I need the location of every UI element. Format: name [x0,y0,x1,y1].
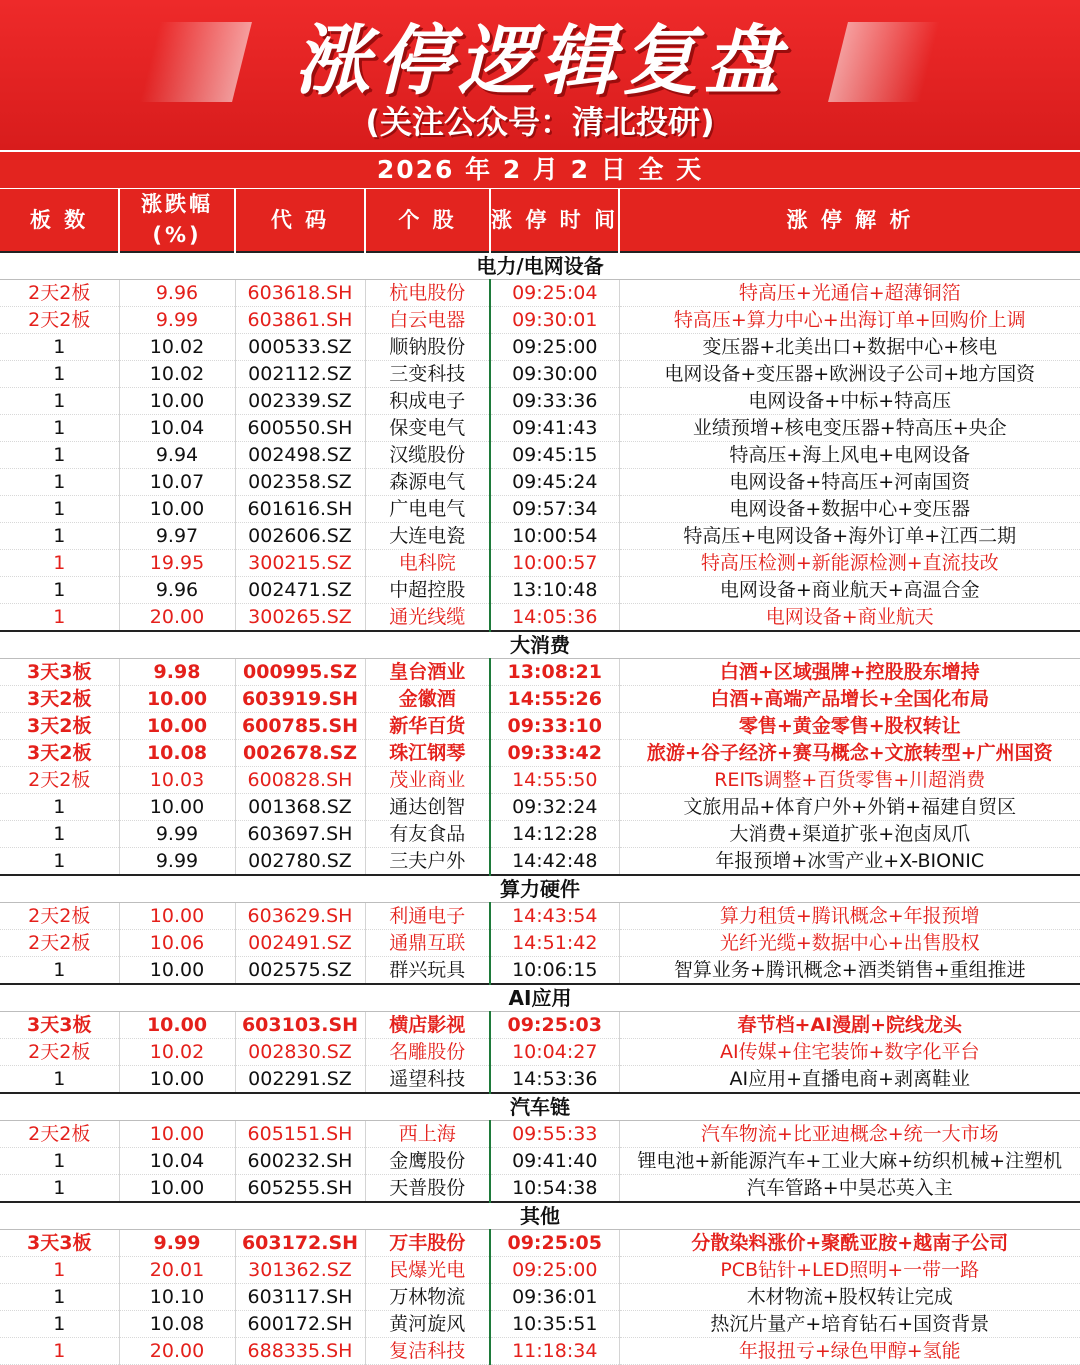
stock-name-cell: 西上海 [365,1121,490,1148]
stock-code-cell: 603629.SH [235,903,365,930]
limit-up-time-cell: 10:04:27 [490,1039,619,1066]
stock-code-cell: 301362.SZ [235,1257,365,1284]
analysis-cell: 电网设备+商业航天 [619,604,1080,632]
stock-name-cell: 新华百货 [365,713,490,740]
change-pct-cell: 10.07 [119,469,235,496]
limit-up-time-cell: 14:55:26 [490,686,619,713]
board-count-cell: 1 [0,1148,119,1175]
board-count-cell: 1 [0,604,119,632]
board-count-cell: 1 [0,821,119,848]
analysis-cell: 木材物流+股权转让完成 [619,1284,1080,1311]
analysis-cell: 白酒+区域强牌+控股股东增持 [619,659,1080,686]
table-row [0,821,1080,848]
board-count-cell: 1 [0,442,119,469]
stock-code-cell: 001368.SZ [235,794,365,821]
sector-title: AI应用 [0,984,1080,1012]
stock-name-cell: 万丰股份 [365,1230,490,1257]
board-count-cell: 1 [0,1311,119,1338]
board-count-cell: 1 [0,957,119,985]
table-row [0,848,1080,876]
limit-up-time-cell: 09:25:03 [490,1012,619,1039]
stock-code-cell: 603172.SH [235,1230,365,1257]
board-count-cell: 1 [0,469,119,496]
change-pct-cell: 10.00 [119,713,235,740]
board-count-cell: 3天3板 [0,1230,119,1257]
analysis-cell: AI传媒+住宅装饰+数字化平台 [619,1039,1080,1066]
analysis-cell: 电网设备+变压器+欧洲设子公司+地方国资 [619,361,1080,388]
table-row [0,388,1080,415]
stock-name-cell: 利通电子 [365,903,490,930]
sector-row [0,1202,1080,1230]
change-pct-cell: 10.00 [119,1121,235,1148]
analysis-cell: 光纤光缆+数据中心+出售股权 [619,930,1080,957]
limit-up-time-cell: 09:33:36 [490,388,619,415]
limit-up-time-cell: 10:35:51 [490,1311,619,1338]
table-row [0,1148,1080,1175]
limit-up-time-cell: 10:06:15 [490,957,619,985]
stock-code-cell: 603618.SH [235,280,365,307]
table-row [0,903,1080,930]
table-row [0,577,1080,604]
stock-code-cell: 605255.SH [235,1175,365,1203]
page-title: 涨停逻辑复盘 [294,16,786,105]
stock-name-cell: 森源电气 [365,469,490,496]
stock-code-cell: 002780.SZ [235,848,365,876]
stock-code-cell: 603117.SH [235,1284,365,1311]
limit-up-time-cell: 14:42:48 [490,848,619,876]
board-count-cell: 1 [0,496,119,523]
board-count-cell: 1 [0,794,119,821]
board-count-cell: 1 [0,577,119,604]
change-pct-cell: 10.02 [119,334,235,361]
change-pct-cell: 9.99 [119,821,235,848]
analysis-cell: 特高压检测+新能源检测+直流技改 [619,550,1080,577]
board-count-cell: 1 [0,334,119,361]
limit-up-table [0,189,1080,1365]
stock-code-cell: 002830.SZ [235,1039,365,1066]
board-count-cell: 2天2板 [0,280,119,307]
change-pct-cell: 9.96 [119,577,235,604]
limit-up-time-cell: 14:55:50 [490,767,619,794]
limit-up-time-cell: 14:43:54 [490,903,619,930]
stock-code-cell: 002112.SZ [235,361,365,388]
board-count-cell: 1 [0,1257,119,1284]
table-row [0,280,1080,307]
analysis-cell: 大消费+渠道扩张+泡卤凤爪 [619,821,1080,848]
table-row [0,957,1080,985]
analysis-cell: AI应用+直播电商+剥离鞋业 [619,1066,1080,1094]
board-count-cell: 1 [0,848,119,876]
stock-name-cell: 遥望科技 [365,1066,490,1094]
board-count-cell: 2天2板 [0,1121,119,1148]
limit-up-time-cell: 09:33:42 [490,740,619,767]
table-row [0,550,1080,577]
stock-code-cell: 603697.SH [235,821,365,848]
stock-name-cell: 保变电气 [365,415,490,442]
board-count-cell: 1 [0,523,119,550]
change-pct-cell: 10.00 [119,388,235,415]
column-header-boards: 板 数 [0,189,119,252]
analysis-cell: 特高压+电网设备+海外订单+江西二期 [619,523,1080,550]
stock-name-cell: 名雕股份 [365,1039,490,1066]
analysis-cell: 电网设备+中标+特高压 [619,388,1080,415]
stock-code-cell: 000995.SZ [235,659,365,686]
table-row [0,1066,1080,1094]
change-pct-cell: 9.99 [119,307,235,334]
sector-title: 算力硬件 [0,875,1080,903]
board-count-cell: 1 [0,1175,119,1203]
sector-row [0,984,1080,1012]
stock-code-cell: 603919.SH [235,686,365,713]
column-header-change-pct: 涨跌幅(%) [119,189,235,252]
change-pct-cell: 19.95 [119,550,235,577]
stock-name-cell: 白云电器 [365,307,490,334]
limit-up-time-cell: 14:05:36 [490,604,619,632]
limit-up-time-cell: 09:25:00 [490,334,619,361]
change-pct-cell: 10.08 [119,1311,235,1338]
table-row [0,794,1080,821]
board-count-cell: 3天3板 [0,1012,119,1039]
analysis-cell: 算力租赁+腾讯概念+年报预增 [619,903,1080,930]
column-header-code: 代 码 [235,189,365,252]
sector-title: 电力/电网设备 [0,252,1080,280]
board-count-cell: 2天2板 [0,903,119,930]
limit-up-time-cell: 09:30:00 [490,361,619,388]
stock-name-cell: 皇台酒业 [365,659,490,686]
change-pct-cell: 10.00 [119,686,235,713]
change-pct-cell: 10.10 [119,1284,235,1311]
limit-up-time-cell: 13:10:48 [490,577,619,604]
table-row [0,307,1080,334]
analysis-cell: 智算业务+腾讯概念+酒类销售+重组推进 [619,957,1080,985]
stock-code-cell: 002575.SZ [235,957,365,985]
analysis-cell: 年报扭亏+绿色甲醇+氢能 [619,1338,1080,1365]
stock-name-cell: 顺钠股份 [365,334,490,361]
limit-up-time-cell: 14:12:28 [490,821,619,848]
analysis-cell: 热沉片量产+培育钻石+国资背景 [619,1311,1080,1338]
board-count-cell: 1 [0,1066,119,1094]
analysis-cell: 业绩预增+核电变压器+特高压+央企 [619,415,1080,442]
table-row [0,361,1080,388]
stock-name-cell: 茂业商业 [365,767,490,794]
change-pct-cell: 10.04 [119,415,235,442]
analysis-cell: 汽车物流+比亚迪概念+统一大市场 [619,1121,1080,1148]
table-row [0,1257,1080,1284]
limit-up-time-cell: 09:55:33 [490,1121,619,1148]
sector-title: 大消费 [0,631,1080,659]
column-header-analysis: 涨 停 解 析 [619,189,1080,252]
change-pct-cell: 9.99 [119,1230,235,1257]
change-pct-cell: 10.08 [119,740,235,767]
table-row [0,1338,1080,1365]
stock-code-cell: 002358.SZ [235,469,365,496]
board-count-cell: 3天2板 [0,740,119,767]
analysis-cell: 白酒+高端产品增长+全国化布局 [619,686,1080,713]
table-row [0,1284,1080,1311]
stock-code-cell: 605151.SH [235,1121,365,1148]
analysis-cell: 旅游+谷子经济+赛马概念+文旅转型+广州国资 [619,740,1080,767]
change-pct-cell: 10.00 [119,957,235,985]
sector-row [0,1093,1080,1121]
change-pct-cell: 10.00 [119,1175,235,1203]
change-pct-cell: 20.00 [119,1338,235,1365]
analysis-cell: 电网设备+商业航天+高温合金 [619,577,1080,604]
change-pct-cell: 9.94 [119,442,235,469]
limit-up-time-cell: 09:25:05 [490,1230,619,1257]
change-pct-cell: 9.98 [119,659,235,686]
stock-code-cell: 002606.SZ [235,523,365,550]
stock-name-cell: 金徽酒 [365,686,490,713]
stock-code-cell: 600550.SH [235,415,365,442]
analysis-cell: 特高压+光通信+超薄铜箔 [619,280,1080,307]
analysis-cell: 文旅用品+体育户外+外销+福建自贸区 [619,794,1080,821]
table-row [0,713,1080,740]
analysis-cell: 汽车管路+中昊芯英入主 [619,1175,1080,1203]
table-row [0,1039,1080,1066]
limit-up-time-cell: 10:00:57 [490,550,619,577]
limit-up-time-cell: 09:30:01 [490,307,619,334]
stock-code-cell: 603861.SH [235,307,365,334]
stock-name-cell: 通达创智 [365,794,490,821]
board-count-cell: 1 [0,415,119,442]
limit-up-time-cell: 11:18:34 [490,1338,619,1365]
limit-up-time-cell: 10:54:38 [490,1175,619,1203]
analysis-cell: 年报预增+冰雪产业+X-BIONIC [619,848,1080,876]
analysis-cell: REITs调整+百货零售+川超消费 [619,767,1080,794]
change-pct-cell: 10.00 [119,1012,235,1039]
table-row [0,659,1080,686]
stock-name-cell: 中超控股 [365,577,490,604]
table-body [0,252,1080,1365]
table-row [0,496,1080,523]
limit-up-time-cell: 10:00:54 [490,523,619,550]
analysis-cell: PCB钻针+LED照明+一带一路 [619,1257,1080,1284]
stock-name-cell: 黄河旋风 [365,1311,490,1338]
limit-up-time-cell: 09:57:34 [490,496,619,523]
analysis-cell: 电网设备+特高压+河南国资 [619,469,1080,496]
limit-up-time-cell: 09:25:00 [490,1257,619,1284]
table-row [0,442,1080,469]
table-row [0,1012,1080,1039]
change-pct-cell: 10.00 [119,1066,235,1094]
board-count-cell: 2天2板 [0,1039,119,1066]
stock-code-cell: 002498.SZ [235,442,365,469]
change-pct-cell: 10.00 [119,496,235,523]
change-pct-cell: 9.99 [119,848,235,876]
stock-code-cell: 002339.SZ [235,388,365,415]
limit-up-time-cell: 09:45:15 [490,442,619,469]
sector-title: 其他 [0,1202,1080,1230]
board-count-cell: 2天2板 [0,767,119,794]
date-line: 2026 年 2 月 2 日 全 天 [0,152,1080,188]
stock-code-cell: 600785.SH [235,713,365,740]
limit-up-time-cell: 09:45:24 [490,469,619,496]
sector-row [0,875,1080,903]
table-row [0,469,1080,496]
stock-code-cell: 002471.SZ [235,577,365,604]
stock-name-cell: 大连电瓷 [365,523,490,550]
stock-name-cell: 杭电股份 [365,280,490,307]
limit-up-time-cell: 14:51:42 [490,930,619,957]
stock-name-cell: 珠江钢琴 [365,740,490,767]
stock-name-cell: 广电电气 [365,496,490,523]
change-pct-cell: 10.00 [119,794,235,821]
table-row [0,1230,1080,1257]
table-row [0,604,1080,632]
stock-code-cell: 601616.SH [235,496,365,523]
sector-title: 汽车链 [0,1093,1080,1121]
stock-code-cell: 603103.SH [235,1012,365,1039]
change-pct-cell: 10.02 [119,1039,235,1066]
limit-up-time-cell: 09:33:10 [490,713,619,740]
table-row [0,740,1080,767]
stock-name-cell: 汉缆股份 [365,442,490,469]
change-pct-cell: 10.02 [119,361,235,388]
limit-up-time-cell: 09:25:04 [490,280,619,307]
table-row [0,1311,1080,1338]
stock-name-cell: 民爆光电 [365,1257,490,1284]
table-row [0,415,1080,442]
board-count-cell: 2天2板 [0,307,119,334]
stock-code-cell: 688335.SH [235,1338,365,1365]
header-banner [0,0,1080,150]
board-count-cell: 3天3板 [0,659,119,686]
stock-name-cell: 有友食品 [365,821,490,848]
board-count-cell: 1 [0,550,119,577]
stock-name-cell: 通光线缆 [365,604,490,632]
analysis-cell: 特高压+算力中心+出海订单+回购价上调 [619,307,1080,334]
change-pct-cell: 20.01 [119,1257,235,1284]
table-row [0,334,1080,361]
table-row [0,930,1080,957]
stock-name-cell: 三变科技 [365,361,490,388]
stock-name-cell: 通鼎互联 [365,930,490,957]
column-header-limit-time: 涨 停 时 间 [490,189,619,252]
change-pct-cell: 10.03 [119,767,235,794]
stock-code-cell: 600828.SH [235,767,365,794]
stock-name-cell: 金鹰股份 [365,1148,490,1175]
limit-up-time-cell: 09:41:43 [490,415,619,442]
limit-up-time-cell: 09:36:01 [490,1284,619,1311]
board-count-cell: 1 [0,1284,119,1311]
stock-code-cell: 000533.SZ [235,334,365,361]
stock-name-cell: 三夫户外 [365,848,490,876]
change-pct-cell: 10.00 [119,903,235,930]
analysis-cell: 分散染料涨价+聚酰亚胺+越南子公司 [619,1230,1080,1257]
table-row [0,523,1080,550]
change-pct-cell: 20.00 [119,604,235,632]
table-row [0,1121,1080,1148]
stock-name-cell: 群兴玩具 [365,957,490,985]
table-row [0,767,1080,794]
change-pct-cell: 9.96 [119,280,235,307]
change-pct-cell: 10.04 [119,1148,235,1175]
stock-code-cell: 300265.SZ [235,604,365,632]
analysis-cell: 变压器+北美出口+数据中心+核电 [619,334,1080,361]
stock-name-cell: 电科院 [365,550,490,577]
analysis-cell: 锂电池+新能源汽车+工业大麻+纺织机械+注塑机 [619,1148,1080,1175]
table-row [0,1175,1080,1203]
stock-code-cell: 002491.SZ [235,930,365,957]
limit-up-time-cell: 14:53:36 [490,1066,619,1094]
stock-code-cell: 002678.SZ [235,740,365,767]
board-count-cell: 3天2板 [0,713,119,740]
board-count-cell: 1 [0,388,119,415]
analysis-cell: 电网设备+数据中心+变压器 [619,496,1080,523]
stock-code-cell: 300215.SZ [235,550,365,577]
stock-name-cell: 天普股份 [365,1175,490,1203]
limit-up-time-cell: 13:08:21 [490,659,619,686]
table-row [0,686,1080,713]
analysis-cell: 零售+黄金零售+股权转让 [619,713,1080,740]
stock-name-cell: 万林物流 [365,1284,490,1311]
stock-name-cell: 横店影视 [365,1012,490,1039]
table-header-row [0,189,1080,252]
limit-up-time-cell: 09:41:40 [490,1148,619,1175]
board-count-cell: 2天2板 [0,930,119,957]
stock-code-cell: 002291.SZ [235,1066,365,1094]
sector-row [0,252,1080,280]
page-subtitle: (关注公众号：清北投研) [365,103,715,141]
stock-name-cell: 复洁科技 [365,1338,490,1365]
analysis-cell: 春节档+AI漫剧+院线龙头 [619,1012,1080,1039]
stock-name-cell: 积成电子 [365,388,490,415]
sector-row [0,631,1080,659]
change-pct-cell: 10.06 [119,930,235,957]
board-count-cell: 1 [0,1338,119,1365]
stock-code-cell: 600232.SH [235,1148,365,1175]
stock-code-cell: 600172.SH [235,1311,365,1338]
board-count-cell: 3天2板 [0,686,119,713]
column-header-stock: 个 股 [365,189,490,252]
limit-up-time-cell: 09:32:24 [490,794,619,821]
board-count-cell: 1 [0,361,119,388]
change-pct-cell: 9.97 [119,523,235,550]
analysis-cell: 特高压+海上风电+电网设备 [619,442,1080,469]
